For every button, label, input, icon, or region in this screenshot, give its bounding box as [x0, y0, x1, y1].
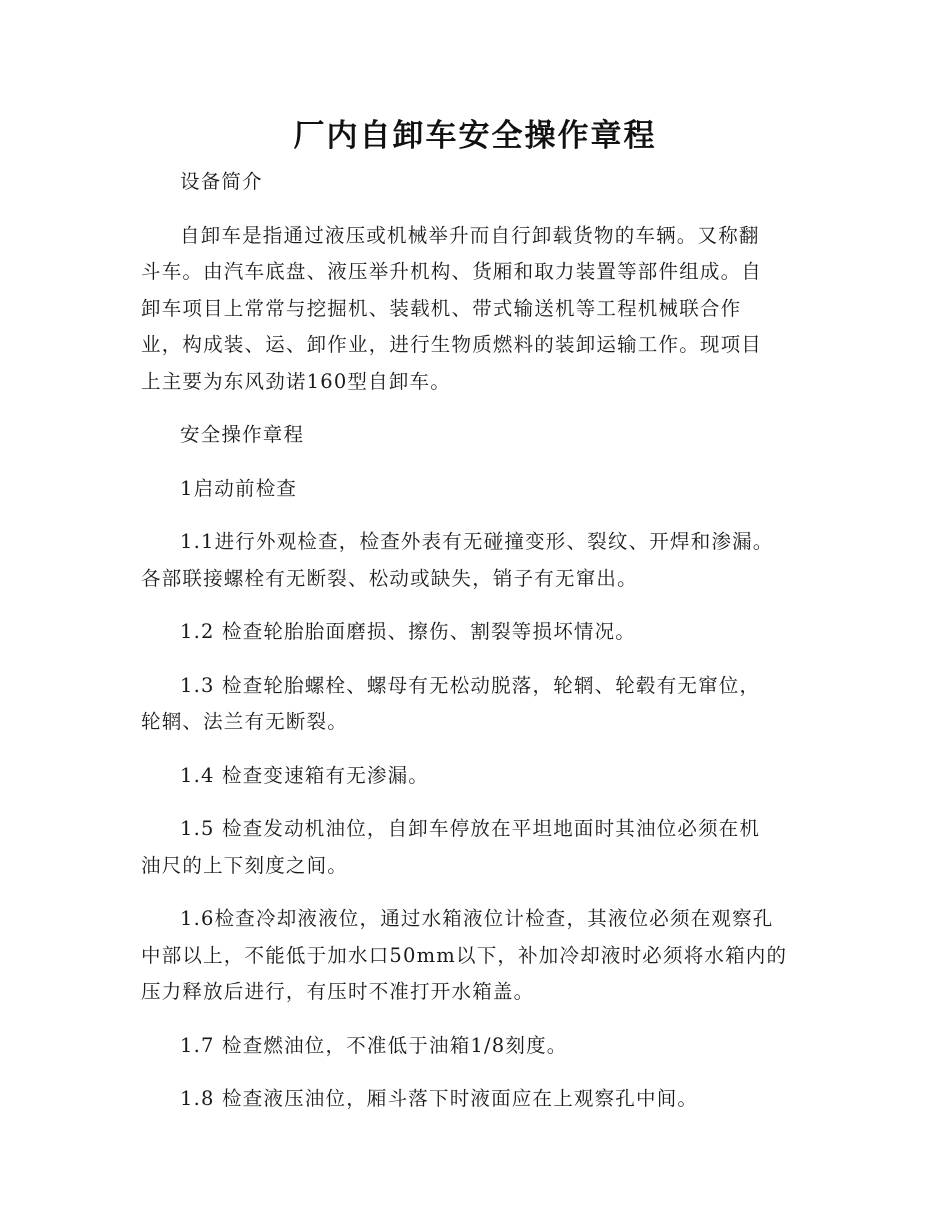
paragraph-line: 上主要为东风劲诺160型自卸车。 — [141, 369, 451, 393]
paragraph-4 — [141, 471, 811, 508]
paragraph-line: 中部以上，不能低于加水口50mm以下，补加冷却液时必须将水箱内的 — [141, 943, 788, 967]
paragraph-12 — [141, 1081, 811, 1118]
paragraph-line: 1.1进行外观检查，检查外表有无碰撞变形、裂纹、开焊和渗漏。 — [180, 530, 774, 553]
paragraph-line: 自卸车是指通过液压或机械举升而自行卸载货物的车辆。又称翻 — [180, 223, 760, 247]
paragraph-8 — [141, 758, 811, 795]
paragraph-line: 1启动前检查 — [180, 476, 298, 500]
paragraph-line: 1.4 检查变速箱有无渗漏。 — [180, 763, 430, 787]
paragraph-2 — [141, 218, 811, 401]
paragraph-line: 1.5 检查发动机油位，自卸车停放在平坦地面时其油位必须在机 — [180, 817, 761, 840]
paragraph-line: 卸车项目上常常与挖掘机、装载机、带式输送机等工程机械联合作 — [141, 296, 742, 320]
paragraph-line: 设备简介 — [180, 170, 263, 193]
paragraph-3 — [141, 417, 811, 454]
paragraph-5 — [141, 524, 811, 597]
paragraph-line: 1.6检查冷却液液位，通过水箱液位计检查，其液位必须在观察孔 — [180, 907, 774, 930]
paragraph-line: 1.8 检查液压油位，厢斗落下时液面应在上观察孔中间。 — [180, 1087, 699, 1110]
paragraph-11 — [141, 1028, 811, 1065]
paragraph-10 — [141, 901, 811, 1011]
paragraph-line: 各部联接螺栓有无断裂、松动或缺失，销子有无窜出。 — [141, 566, 638, 590]
paragraph-line: 轮辋、法兰有无断裂。 — [141, 710, 349, 733]
paragraph-6 — [141, 614, 811, 651]
paragraph-line: 压力释放后进行，有压时不准打开水箱盖。 — [141, 980, 535, 1003]
document-body — [141, 164, 811, 1135]
paragraph-line: 1.3 检查轮胎螺栓、螺母有无松动脱落，轮辋、轮毂有无窜位， — [180, 673, 761, 697]
paragraph-9 — [141, 811, 811, 884]
page-title: 厂内自卸车安全操作章程 — [293, 118, 657, 154]
paragraph-line: 安全操作章程 — [180, 423, 305, 446]
paragraph-line: 油尺的上下刻度之间。 — [141, 853, 349, 877]
paragraph-line: 1.7 检查燃油位，不准低于油箱1/8刻度。 — [180, 1033, 568, 1057]
paragraph-1 — [141, 164, 811, 201]
paragraph-line: 业，构成装、运、卸作业，进行生物质燃料的装卸运输工作。现项目 — [141, 333, 763, 356]
paragraph-line: 1.2 检查轮胎胎面磨损、擦伤、割裂等损坏情况。 — [180, 620, 637, 643]
paragraph-7 — [141, 668, 811, 741]
paragraph-line: 斗车。由汽车底盘、液压举升机构、货厢和取力装置等部件组成。自 — [141, 260, 763, 283]
